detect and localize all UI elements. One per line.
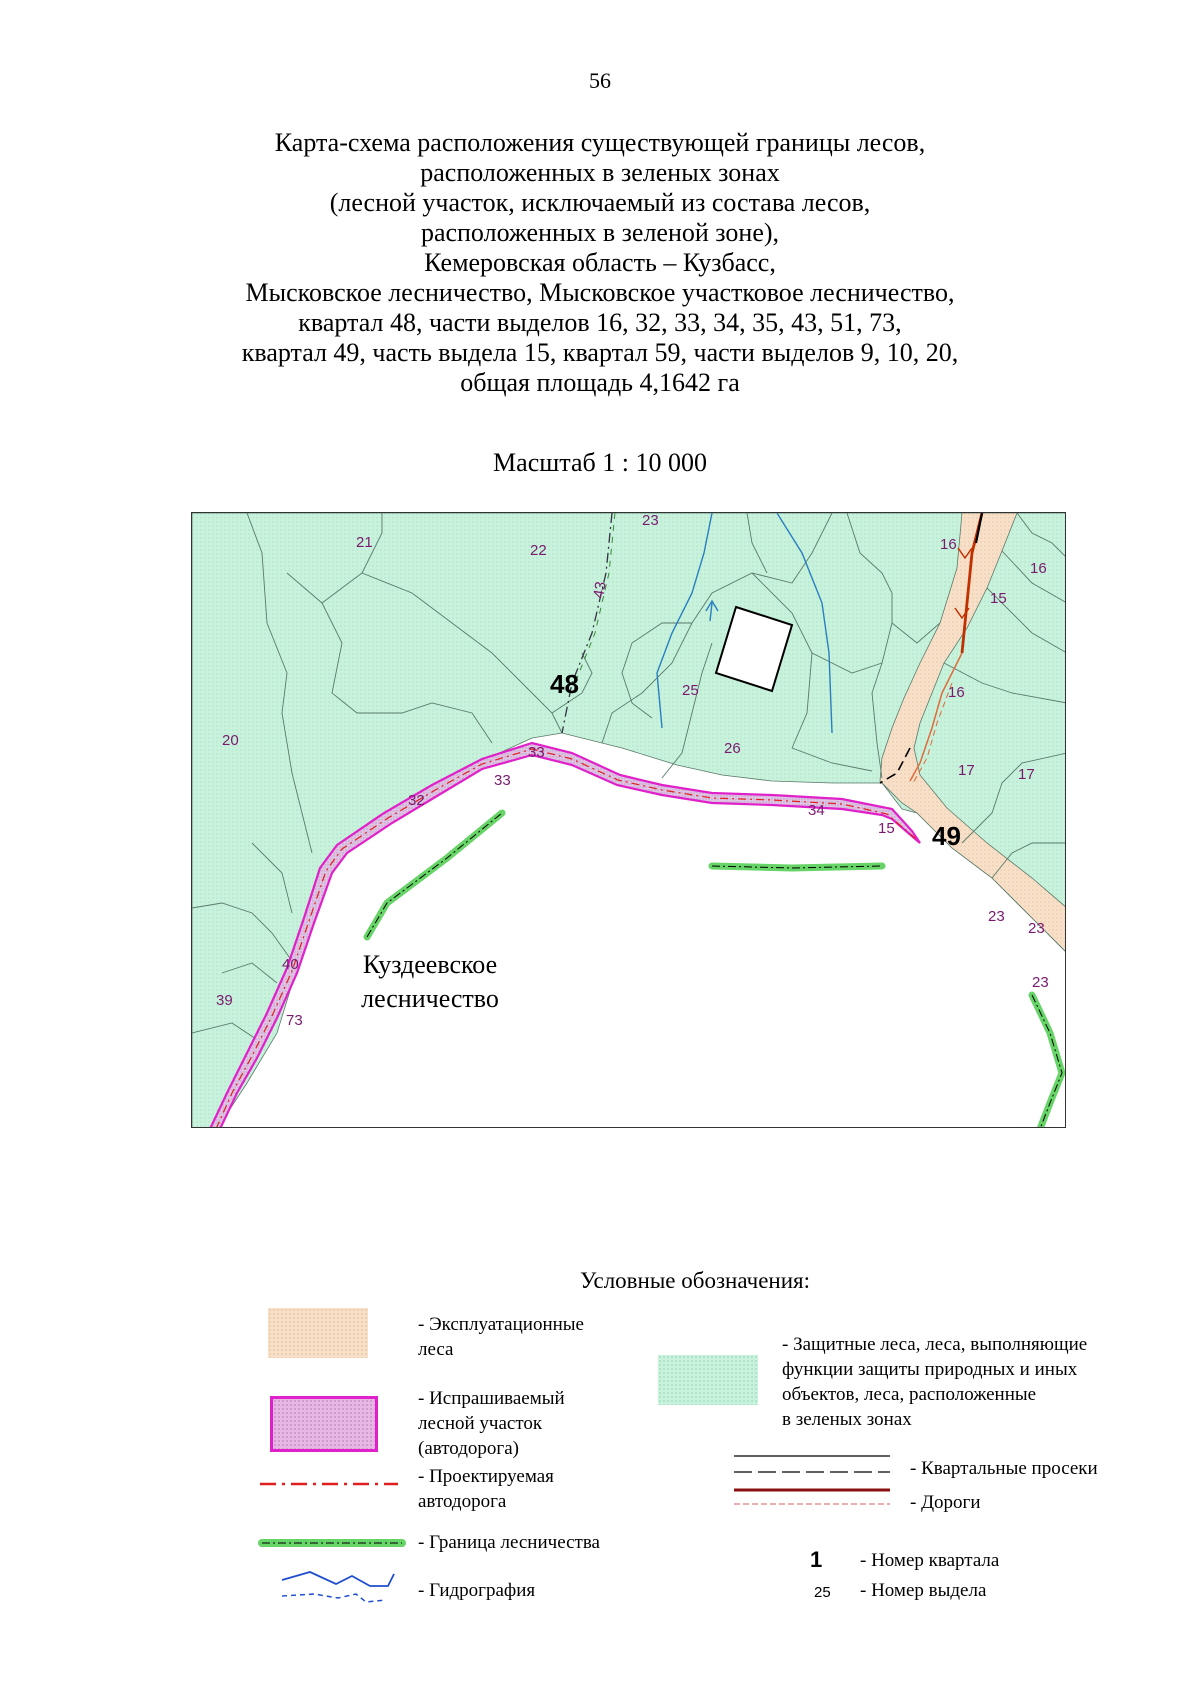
legend-symbol-vydel: 25 xyxy=(814,1584,831,1601)
legend-label-forestry-boundary: - Граница лесничества xyxy=(418,1532,600,1553)
vydel-label: 21 xyxy=(356,534,373,551)
vydel-label: 23 xyxy=(1028,920,1045,937)
vydel-label: 25 xyxy=(682,682,699,699)
title-line: (лесной участок, исключаемый из состава лесов, xyxy=(329,188,871,217)
legend-swatch-roads xyxy=(732,1484,892,1514)
vydel-label: 23 xyxy=(1032,974,1049,991)
legend-label-vydel-number: - Номер выдела xyxy=(860,1580,987,1601)
vydel-label: 33 xyxy=(494,772,511,789)
legend-swatch-operational xyxy=(268,1308,368,1358)
vydel-label: 32 xyxy=(408,792,425,809)
legend-label-quarter-lines: - Квартальные просеки xyxy=(910,1458,1098,1479)
legend-title: Условные обозначения: xyxy=(579,1268,811,1293)
vydel-label: 16 xyxy=(940,536,957,553)
vydel-label: 16 xyxy=(948,684,965,701)
legend-label-quarter-number: - Номер квартала xyxy=(860,1550,1000,1571)
legend-label-protective: - Защитные леса, леса, выполняющие функции защиты природных и иных объектов, леса, расположенные в зеленых зонах xyxy=(782,1334,1088,1430)
vydel-label: 15 xyxy=(990,590,1007,607)
vydel-label: 17 xyxy=(1018,766,1035,783)
vydel-label: 40 xyxy=(282,956,299,973)
title-line: квартал 48, части выделов 16, 32, 33, 34, 35, 43, 51, 73, xyxy=(298,308,902,337)
title-line: Мысковское лесничество, Мысковское участковое лесничество, xyxy=(245,278,955,307)
title-line: расположенных в зеленых зонах xyxy=(420,158,780,187)
title-line: Кемеровская область – Кузбасс, xyxy=(424,248,776,277)
map-frame xyxy=(191,512,1066,1128)
legend-label-hydrography: - Гидрография xyxy=(418,1580,536,1601)
title-line: расположенных в зеленой зоне), xyxy=(420,218,780,247)
vydel-label: 20 xyxy=(222,732,239,749)
vydel-label: 22 xyxy=(530,542,547,559)
legend-label-requested: - Испрашиваемый лесной участок (автодорога) xyxy=(418,1388,565,1459)
legend-swatch-protective xyxy=(658,1355,758,1405)
legend-swatch-requested xyxy=(270,1396,378,1452)
forestry-name: Куздеевское xyxy=(362,950,498,979)
vydel-label: 23 xyxy=(642,513,659,529)
title-line: общая площадь 4,1642 га xyxy=(460,368,740,397)
legend-swatch-forestry-boundary xyxy=(258,1536,408,1550)
vydel-label: 17 xyxy=(958,762,975,779)
title-line: Карта-схема расположения существующей границы лесов, xyxy=(274,128,926,157)
legend-swatch-planned-road xyxy=(260,1478,400,1490)
vydel-label: 33 xyxy=(528,744,545,761)
page-number: 56 xyxy=(589,68,611,93)
vydel-label: 73 xyxy=(286,1012,303,1029)
vydel-label: 16 xyxy=(1030,560,1047,577)
quarter-label: 49 xyxy=(932,821,961,851)
vydel-label: 39 xyxy=(216,992,233,1009)
forestry-name: лесничество xyxy=(361,984,499,1013)
legend-label-operational: - Эксплуатационные леса xyxy=(418,1314,584,1360)
legend-symbol-quarter: 1 xyxy=(810,1547,823,1572)
map-scale: Масштаб 1 : 10 000 xyxy=(493,448,707,477)
vydel-label: 23 xyxy=(988,908,1005,925)
quarter-label: 48 xyxy=(550,669,579,699)
vydel-label: 34 xyxy=(808,802,825,819)
legend-swatch-hydrography xyxy=(278,1566,398,1606)
legend-label-roads: - Дороги xyxy=(910,1492,981,1513)
title-line: квартал 49, часть выдела 15, квартал 59, части выделов 9, 10, 20, xyxy=(241,338,959,367)
legend-label-planned-road: - Проектируемая автодорога xyxy=(418,1466,554,1512)
map-svg xyxy=(192,513,1066,1128)
vydel-label: 15 xyxy=(878,820,895,837)
map-title xyxy=(150,128,1050,398)
vydel-label: 43 xyxy=(590,580,610,600)
vydel-label: 26 xyxy=(724,740,741,757)
legend-swatch-quarter-lines xyxy=(732,1450,892,1480)
